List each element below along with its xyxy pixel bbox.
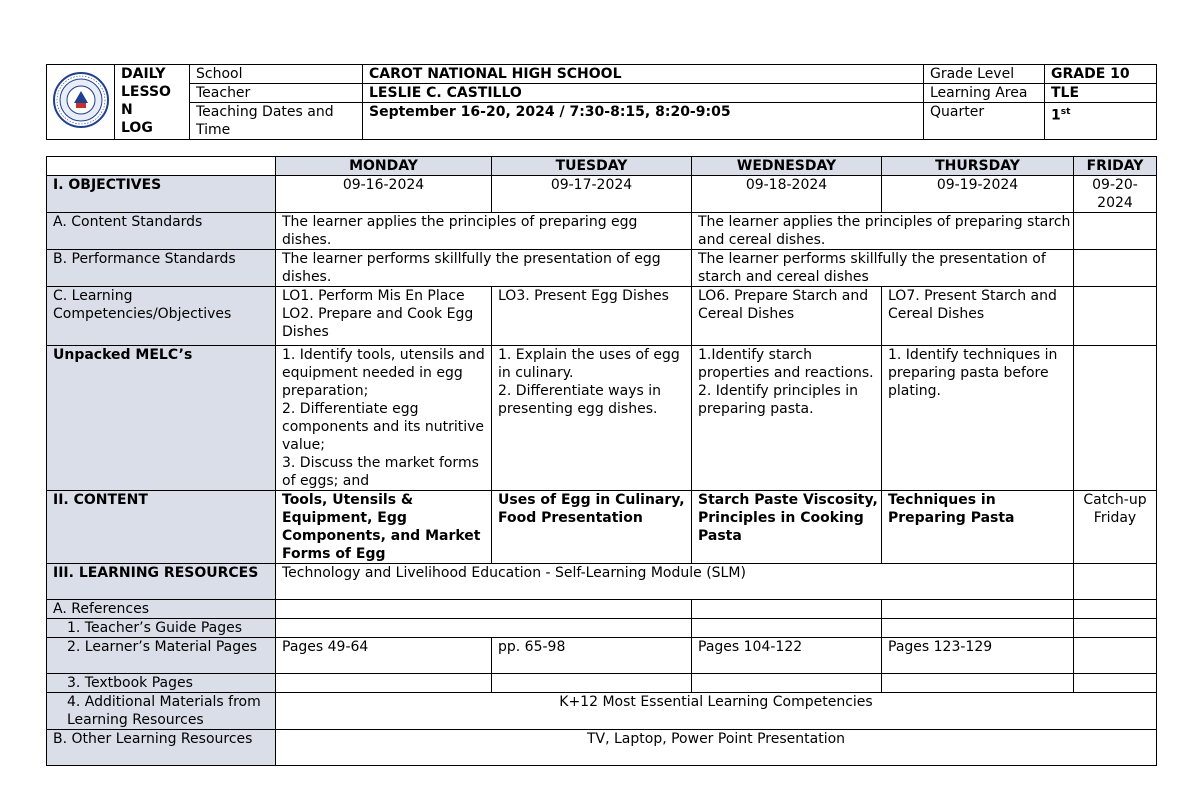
melc-tuesday	[492, 346, 692, 491]
content-tuesday: Uses of Egg in Culinary, Food Presentation	[492, 491, 692, 564]
date-wednesday: 09-18-2024	[692, 176, 882, 213]
corner-cell	[47, 157, 276, 176]
empty-cell	[1074, 638, 1157, 674]
learning-resources-value: Technology and Livelihood Education - Self-Learning Module (SLM)	[276, 564, 1074, 600]
date-thursday: 09-19-2024	[882, 176, 1074, 213]
additional-materials-row	[47, 693, 1157, 730]
day-friday: FRIDAY	[1074, 157, 1157, 176]
melc-wednesday	[692, 346, 882, 491]
learners-material-label: 2. Learner’s Material Pages	[47, 638, 276, 674]
title-line: LESSO	[121, 84, 171, 100]
teacher-value: LESLIE C. CASTILLO	[363, 84, 924, 103]
content-label: II. CONTENT	[47, 491, 276, 564]
other-resources-label: B. Other Learning Resources	[47, 730, 276, 766]
content-row	[47, 491, 1157, 564]
grade-level-value: GRADE 10	[1045, 65, 1157, 84]
day-wednesday: WEDNESDAY	[692, 157, 882, 176]
competencies-label: C. Learning Competencies/Objectives	[47, 287, 276, 346]
teachers-guide-label: 1. Teacher’s Guide Pages	[47, 619, 276, 638]
competencies-thursday: LO7. Present Starch and Cereal Dishes	[882, 287, 1074, 346]
performance-standards-label: B. Performance Standards	[47, 250, 276, 287]
day-tuesday: TUESDAY	[492, 157, 692, 176]
teaching-dates-label: Teaching Dates and Time	[190, 103, 363, 140]
melc-item: 2. Differentiate ways in presenting egg dishes.	[498, 383, 662, 417]
empty-cell	[692, 674, 882, 693]
melc-monday	[276, 346, 492, 491]
content-standards-mon-tue: The learner applies the principles of preparing egg dishes.	[276, 213, 692, 250]
competencies-tuesday: LO3. Present Egg Dishes	[492, 287, 692, 346]
learning-resources-label: III. LEARNING RESOURCES	[47, 564, 276, 600]
lm-thursday: Pages 123-129	[882, 638, 1074, 674]
teachers-guide-row	[47, 619, 1157, 638]
additional-materials-value: K+12 Most Essential Learning Competencies	[276, 693, 1157, 730]
references-label: A. References	[47, 600, 276, 619]
document-title	[115, 65, 190, 140]
empty-cell	[692, 619, 882, 638]
empty-cell	[1074, 619, 1157, 638]
content-wednesday: Starch Paste Viscosity, Principles in Cooking Pasta	[692, 491, 882, 564]
performance-standards-mon-tue: The learner performs skillfully the presentation of egg dishes.	[276, 250, 692, 287]
quarter-label: Quarter	[924, 103, 1045, 140]
day-monday: MONDAY	[276, 157, 492, 176]
content-thursday: Techniques in Preparing Pasta	[882, 491, 1074, 564]
other-resources-row	[47, 730, 1157, 766]
objectives-label: I. OBJECTIVES	[47, 176, 276, 213]
lm-wednesday: Pages 104-122	[692, 638, 882, 674]
competencies-wednesday: LO6. Prepare Starch and Cereal Dishes	[692, 287, 882, 346]
quarter-value: 1st	[1045, 103, 1157, 140]
empty-cell	[1074, 346, 1157, 491]
title-line: LOG	[121, 120, 153, 136]
teacher-label: Teacher	[190, 84, 363, 103]
melc-label: Unpacked MELC’s	[47, 346, 276, 491]
empty-cell	[692, 600, 882, 619]
content-friday: Catch-up Friday	[1074, 491, 1157, 564]
competency-item: LO2. Prepare and Cook Egg Dishes	[282, 306, 474, 340]
content-standards-wed-thu: The learner applies the principles of preparing starch and cereal dishes.	[692, 213, 1074, 250]
days-header-row	[47, 157, 1157, 176]
title-line: N	[121, 102, 133, 118]
empty-cell	[882, 674, 1074, 693]
title-line: DAILY	[121, 66, 166, 82]
school-value: CAROT NATIONAL HIGH SCHOOL	[363, 65, 924, 84]
empty-cell	[276, 619, 692, 638]
lm-monday: Pages 49-64	[276, 638, 492, 674]
empty-cell	[1074, 674, 1157, 693]
objectives-row	[47, 176, 1157, 213]
melc-item: 1.Identify starch properties and reactions.	[698, 347, 874, 381]
deped-seal-icon	[52, 71, 110, 129]
date-monday: 09-16-2024	[276, 176, 492, 213]
textbook-label: 3. Textbook Pages	[47, 674, 276, 693]
empty-cell	[1074, 564, 1157, 600]
learning-resources-row	[47, 564, 1157, 600]
day-thursday: THURSDAY	[882, 157, 1074, 176]
empty-cell	[276, 600, 692, 619]
textbook-row	[47, 674, 1157, 693]
performance-standards-wed-thu: The learner performs skillfully the presentation of starch and cereal dishes	[692, 250, 1074, 287]
competencies-monday	[276, 287, 492, 346]
lm-tuesday: pp. 65-98	[492, 638, 692, 674]
melc-item: 1. Explain the uses of egg in culinary.	[498, 347, 680, 381]
melc-item: 3. Discuss the market forms of eggs; and	[282, 455, 479, 489]
melc-thursday	[882, 346, 1074, 491]
lesson-log-table	[46, 156, 1157, 766]
teaching-dates-value: September 16-20, 2024 / 7:30-8:15, 8:20-9:05	[363, 103, 924, 140]
content-monday: Tools, Utensils & Equipment, Egg Components, and Market Forms of Egg	[276, 491, 492, 564]
melc-item: 1. Identify tools, utensils and equipment needed in egg preparation;	[282, 347, 485, 399]
references-row	[47, 600, 1157, 619]
learning-area-value: TLE	[1045, 84, 1157, 103]
competency-item: LO1. Perform Mis En Place	[282, 288, 465, 304]
performance-standards-row	[47, 250, 1157, 287]
content-standards-label: A. Content Standards	[47, 213, 276, 250]
header-table	[46, 64, 1157, 140]
date-friday: 09-20-2024	[1074, 176, 1157, 213]
empty-cell	[1074, 213, 1157, 250]
melc-row	[47, 346, 1157, 491]
empty-cell	[1074, 287, 1157, 346]
empty-cell	[882, 600, 1074, 619]
learning-area-label: Learning Area	[924, 84, 1045, 103]
additional-materials-label: 4. Additional Materials from Learning Resources	[47, 693, 276, 730]
melc-item: 1. Identify techniques in preparing pasta before plating.	[888, 347, 1058, 399]
empty-cell	[1074, 250, 1157, 287]
empty-cell	[276, 674, 492, 693]
learners-material-row	[47, 638, 1157, 674]
competencies-row	[47, 287, 1157, 346]
content-standards-row	[47, 213, 1157, 250]
deped-logo-cell	[47, 65, 115, 140]
empty-cell	[492, 674, 692, 693]
school-label: School	[190, 65, 363, 84]
empty-cell	[1074, 600, 1157, 619]
other-resources-value: TV, Laptop, Power Point Presentation	[276, 730, 1157, 766]
melc-item: 2. Identify principles in preparing pasta.	[698, 383, 858, 417]
melc-item: 2. Differentiate egg components and its nutritive value;	[282, 401, 485, 453]
grade-level-label: Grade Level	[924, 65, 1045, 84]
empty-cell	[882, 619, 1074, 638]
date-tuesday: 09-17-2024	[492, 176, 692, 213]
